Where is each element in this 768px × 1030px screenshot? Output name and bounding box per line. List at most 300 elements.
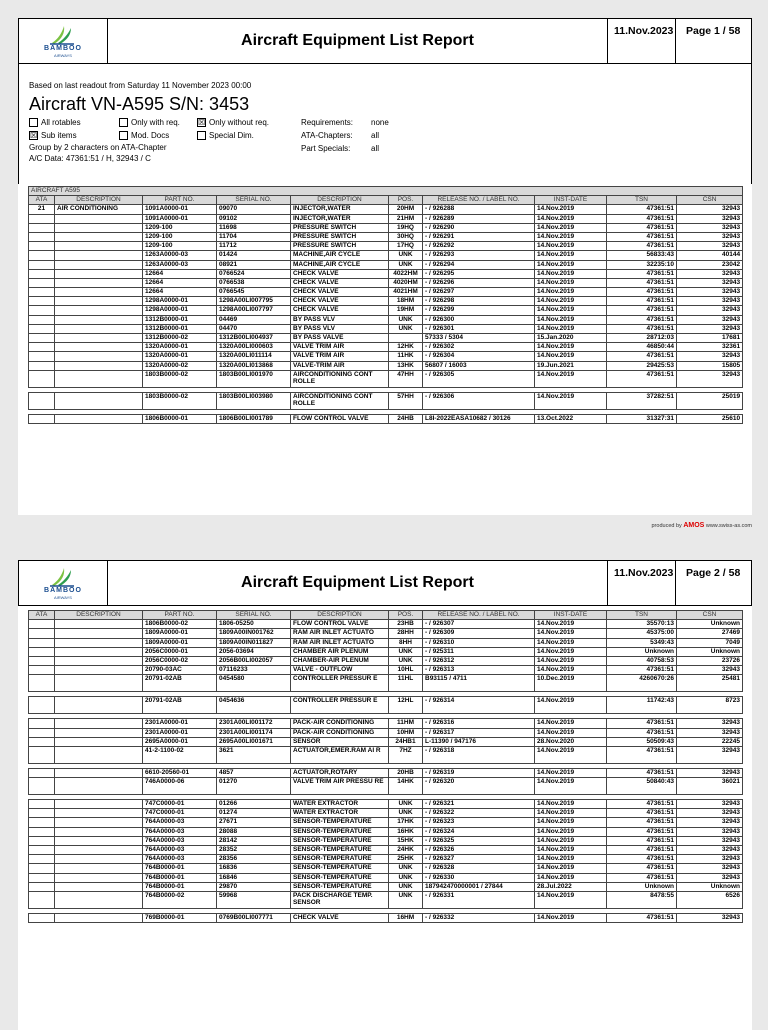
table-cell: CONTROLLER PRESSUR E [291,675,389,692]
table-cell: 32943 [677,719,743,728]
table-cell: - / 926322 [423,809,535,818]
column-header: DESCRIPTION [55,196,143,205]
table-cell [29,827,55,836]
table-cell [29,260,55,269]
ata-chapters-value: all [371,131,380,140]
table-cell [55,620,143,629]
table-cell: - / 926300 [423,315,535,324]
table-cell: - / 926307 [423,620,535,629]
table-cell [29,324,55,333]
table-cell [29,656,55,665]
table-cell: AIR CONDITIONING [55,205,143,214]
table-cell: BY PASS VLV [291,315,389,324]
table-row [29,809,743,818]
table-header-row [29,611,743,620]
table-cell: UNK [389,873,423,882]
table-cell: SENSOR-TEMPERATURE [291,873,389,882]
table-row [29,656,743,665]
table-cell [29,288,55,297]
table-row [29,638,743,647]
table-row [29,855,743,864]
table-cell: UNK [389,891,423,908]
table-cell: UNK [389,315,423,324]
table-cell: 32943 [677,269,743,278]
column-header: CSN [677,196,743,205]
table-row [29,334,743,343]
option-label: Only with req. [131,118,180,127]
table-row [29,251,743,260]
table-cell: - / 926302 [423,343,535,352]
table-cell: 14.Nov.2019 [535,746,607,763]
column-header: INST-DATE [535,196,607,205]
only-with-req-checkbox[interactable] [119,116,197,129]
table-cell: 01274 [217,809,291,818]
table-cell: 14.Nov.2019 [535,232,607,241]
table-cell: 1806B00LI001789 [217,414,291,423]
table-cell: 20790-03AC [143,666,217,675]
table-cell: 32943 [677,768,743,777]
table-cell: 8478:55 [607,891,677,908]
table-cell [55,352,143,361]
table-cell [29,891,55,908]
table-cell: 11HM [389,719,423,728]
table-cell: 32943 [677,666,743,675]
table-cell: 01424 [217,251,291,260]
table-cell: 14.Nov.2019 [535,913,607,922]
checkbox-checked-icon: ☒ [198,118,206,127]
table-cell: - / 926292 [423,242,535,251]
report-page-2 [18,560,752,1030]
table-cell: 32943 [677,913,743,922]
table-cell: 764B0000-01 [143,864,217,873]
table-cell [55,278,143,287]
checkbox-unchecked-icon [119,131,128,140]
table-cell [29,846,55,855]
table-cell: 14.Nov.2019 [535,205,607,214]
table-cell: 11712 [217,242,291,251]
table-cell: 1809A0000-01 [143,629,217,638]
produced-by-footer: produced by AMOS www.swiss-as.com [651,522,752,529]
table-cell: 50509:43 [607,737,677,746]
table-cell: 23HB [389,620,423,629]
table-cell: 47361:51 [607,352,677,361]
table-cell: 14.Nov.2019 [535,800,607,809]
table-cell: 1320A0000-02 [143,361,217,370]
table-cell: Unknown [607,882,677,891]
table-cell: 47361:51 [607,855,677,864]
table-cell: 32943 [677,232,743,241]
table-cell: VALVE TRIM AIR PRESSU RE [291,778,389,795]
column-header: DESCRIPTION [291,611,389,620]
table-cell: 32943 [677,205,743,214]
table-cell: FLOW CONTROL VALVE [291,414,389,423]
sub-items-checkbox[interactable] [29,129,119,142]
aircraft-group-label: AIRCRAFT A595 [29,187,743,196]
table-row [29,778,743,795]
table-row [29,818,743,827]
table-cell: UNK [389,809,423,818]
table-cell: 16846 [217,873,291,882]
column-header: ATA [29,196,55,205]
checkbox-unchecked-icon [119,118,128,127]
table-cell [29,306,55,315]
table-cell: 1803B00LI003980 [217,392,291,409]
column-header: POS. [389,611,423,620]
table-cell: 1809A00IN011827 [217,638,291,647]
table-cell [55,656,143,665]
table-cell: 25481 [677,675,743,692]
table-cell: 1320A00LI011114 [217,352,291,361]
table-cell [55,288,143,297]
table-cell [29,343,55,352]
checkbox-unchecked-icon [29,118,38,127]
table-cell: 47361:51 [607,205,677,214]
table-cell: - / 926312 [423,656,535,665]
table-cell: 28.Nov.2020 [535,737,607,746]
table-cell: UNK [389,656,423,665]
table-cell: - / 926328 [423,864,535,873]
table-cell: 32943 [677,728,743,737]
table-cell [55,324,143,333]
table-cell: 14.Nov.2019 [535,278,607,287]
table-cell [55,361,143,370]
table-cell: 31327:31 [607,414,677,423]
table-cell: 1803B00LI001970 [217,370,291,387]
table-cell: 14.Nov.2019 [535,891,607,908]
table-cell: 50840:43 [607,778,677,795]
table-cell: - / 926291 [423,232,535,241]
table-cell: 1263A0000-03 [143,260,217,269]
table-row [29,306,743,315]
table-cell: 14.Nov.2019 [535,827,607,836]
table-cell: 22245 [677,737,743,746]
column-header: POS. [389,196,423,205]
report-page-1 [18,18,752,529]
table-cell [29,638,55,647]
table-cell: - / 926293 [423,251,535,260]
table-cell: 13.Oct.2022 [535,414,607,423]
all-rotables-checkbox[interactable] [29,116,119,129]
table-cell [29,666,55,675]
table-cell [29,882,55,891]
table-cell: 14.Nov.2019 [535,324,607,333]
table-cell: BY PASS VALVE [291,334,389,343]
table-cell: 04469 [217,315,291,324]
table-cell: 21HM [389,214,423,223]
table-cell: ACTUATOR,EMER.RAM AI R [291,746,389,763]
table-cell: CHECK VALVE [291,288,389,297]
table-cell: 20791-02AB [143,697,217,714]
table-body [29,205,743,424]
table-cell: 12HK [389,343,423,352]
table-cell [55,392,143,409]
table-cell [55,913,143,922]
table-cell [29,728,55,737]
table-cell: UNK [389,800,423,809]
ac-data-line: A/C Data: 47361:51 / H, 32943 / C [29,154,151,163]
table-cell: 14.Nov.2019 [535,768,607,777]
logo-sub-text: AIRWAYS [54,594,72,600]
table-cell: 14.Nov.2019 [535,260,607,269]
option-label: All rotables [41,118,81,127]
table-cell [29,629,55,638]
only-without-req-checkbox[interactable] [197,116,301,129]
special-dim-checkbox[interactable] [197,129,301,142]
table-cell: INJECTOR,WATER [291,214,389,223]
table-cell: 32943 [677,214,743,223]
table-cell: 1298A0000-01 [143,297,217,306]
table-cell: 47361:51 [607,746,677,763]
table-cell: 14.Nov.2019 [535,214,607,223]
table-cell: 45375:00 [607,629,677,638]
table-cell: - / 926326 [423,846,535,855]
table-cell [55,315,143,324]
table-cell: 08921 [217,260,291,269]
table-cell: 32943 [677,836,743,845]
table-cell: 19HQ [389,223,423,232]
table-cell: 12664 [143,288,217,297]
ata-chapters-label: ATA-Chapters: [301,131,353,140]
table-cell: 10HM [389,728,423,737]
table-cell: - / 926299 [423,306,535,315]
table-cell: 1320A0000-01 [143,352,217,361]
table-cell [55,629,143,638]
table-cell: 19HM [389,306,423,315]
table-cell [55,343,143,352]
table-cell: 14.Nov.2019 [535,251,607,260]
table-cell: WATER EXTRACTOR [291,800,389,809]
table-cell: 1312B0000-02 [143,334,217,343]
table-cell: 4021HM [389,288,423,297]
table-row [29,242,743,251]
table-cell: 14.Nov.2019 [535,809,607,818]
table-row [29,352,743,361]
table-cell: 57HH [389,392,423,409]
table-row [29,719,743,728]
table-cell: 764A0000-03 [143,846,217,855]
table-cell: 14.Nov.2019 [535,719,607,728]
table-cell [55,638,143,647]
table-cell: - / 926318 [423,746,535,763]
column-header: DESCRIPTION [55,611,143,620]
table-cell: 0766524 [217,269,291,278]
table-cell: 24HK [389,846,423,855]
table-cell: 56833:43 [607,251,677,260]
column-header: SERIAL NO. [217,196,291,205]
table-cell [55,737,143,746]
table-cell: 32943 [677,306,743,315]
table-cell: 29425:53 [607,361,677,370]
page-number: Page 2 / 58 [675,561,751,605]
table-cell: - / 926330 [423,873,535,882]
logo-brand-text: BAMBOO [44,44,82,52]
table-cell: Unknown [677,647,743,656]
table-cell [29,855,55,864]
table-cell: 47361:51 [607,242,677,251]
table-cell [29,392,55,409]
table-cell: 11698 [217,223,291,232]
table-cell: 32943 [677,288,743,297]
table-cell: 4022HM [389,269,423,278]
table-cell: 28712:03 [607,334,677,343]
table-cell: PACK-AIR CONDITIONING [291,728,389,737]
table-cell: 1263A0000-03 [143,251,217,260]
column-header: PART NO. [143,611,217,620]
table-cell: 1809A0000-01 [143,638,217,647]
table-cell: - / 926290 [423,223,535,232]
table-cell: 35570:13 [607,620,677,629]
table-cell: 18HM [389,297,423,306]
part-specials-label: Part Specials: [301,144,351,153]
table-cell: CHECK VALVE [291,913,389,922]
table-cell: L-11390 / 947176 [423,737,535,746]
table-cell: 17681 [677,334,743,343]
table-cell: L8I-2022EASA10682 / 30126 [423,414,535,423]
table-cell [55,728,143,737]
table-cell: 27671 [217,818,291,827]
table-cell [29,778,55,795]
table-cell: - / 926320 [423,778,535,795]
table-cell [29,370,55,387]
table-cell: - / 925311 [423,647,535,656]
table-cell: 14.Nov.2019 [535,629,607,638]
table-cell [55,746,143,763]
table-cell: 24HB1 [389,737,423,746]
table-cell: 769B0000-01 [143,913,217,922]
table-cell: 1806B0000-02 [143,620,217,629]
table-cell: 764B0000-02 [143,891,217,908]
page-number: Page 1 / 58 [675,19,751,63]
equipment-table [28,610,743,923]
table-cell [29,414,55,423]
table-cell: 14.Nov.2019 [535,620,607,629]
table-cell: 764A0000-03 [143,827,217,836]
table-cell: 32943 [677,242,743,251]
table-cell: 47361:51 [607,873,677,882]
table-cell: 27469 [677,629,743,638]
table-cell: 14.Nov.2019 [535,223,607,232]
table-cell: CHECK VALVE [291,306,389,315]
table-cell [29,297,55,306]
table-cell: SENSOR-TEMPERATURE [291,818,389,827]
table-cell: 47361:51 [607,846,677,855]
table-cell: 14.Nov.2019 [535,864,607,873]
table-cell: 32943 [677,223,743,232]
table-cell: 1803B0000-02 [143,370,217,387]
column-header: PART NO. [143,196,217,205]
table-cell: 17HQ [389,242,423,251]
table-cell [55,260,143,269]
table-cell: - / 926304 [423,352,535,361]
table-row [29,232,743,241]
table-cell: 8HH [389,638,423,647]
table-cell: SENSOR-TEMPERATURE [291,836,389,845]
table-cell [55,809,143,818]
table-row [29,746,743,763]
table-cell [55,297,143,306]
table-cell: 25HK [389,855,423,864]
table-row [29,392,743,409]
table-cell: 4020HM [389,278,423,287]
table-cell: 28142 [217,836,291,845]
table-cell: - / 926294 [423,260,535,269]
table-cell [55,827,143,836]
table-cell [29,647,55,656]
table-cell: 40758:53 [607,656,677,665]
table-cell: RAM AIR INLET ACTUATO [291,638,389,647]
table-cell: 32943 [677,370,743,387]
table-cell: 32943 [677,827,743,836]
table-cell: 7049 [677,638,743,647]
table-cell: 1312B0000-01 [143,315,217,324]
table-row [29,882,743,891]
table-cell: 14.Nov.2019 [535,352,607,361]
checkbox-unchecked-icon [197,131,206,140]
table-row [29,620,743,629]
report-parameters [18,64,752,184]
table-cell [55,214,143,223]
table-cell: SENSOR-TEMPERATURE [291,855,389,864]
table-cell: 14.Nov.2019 [535,836,607,845]
table-cell [55,232,143,241]
table-cell [29,913,55,922]
table-cell: 764A0000-03 [143,818,217,827]
table-cell: 47361:51 [607,666,677,675]
table-row [29,361,743,370]
table-cell [29,768,55,777]
column-header: DESCRIPTION [291,196,389,205]
table-cell: SENSOR-TEMPERATURE [291,846,389,855]
table-cell: 1320A00LI000603 [217,343,291,352]
equipment-table [28,186,743,424]
table-cell: 11HK [389,352,423,361]
bamboo-leaf-icon [48,25,78,45]
table-row [29,800,743,809]
table-cell: 0769B00LI007771 [217,913,291,922]
table-cell [55,818,143,827]
table-cell: 746A0000-06 [143,778,217,795]
table-cell [55,370,143,387]
table-cell: 747C0000-01 [143,800,217,809]
table-cell: - / 926321 [423,800,535,809]
table-cell [29,818,55,827]
table-row [29,913,743,922]
table-row [29,205,743,214]
column-header: CSN [677,611,743,620]
table-cell: 47361:51 [607,800,677,809]
table-cell: UNK [389,260,423,269]
table-cell: 764A0000-03 [143,855,217,864]
report-date: 11.Nov.2023 [607,19,675,63]
logo-sub-text: AIRWAYS [54,52,72,58]
table-cell: 14.Nov.2019 [535,656,607,665]
table-cell: UNK [389,251,423,260]
table-cell: 32943 [677,873,743,882]
option-label: Mod. Docs [131,131,170,140]
table-cell [55,855,143,864]
table-cell [55,223,143,232]
table-cell: CHAMBER-AIR PLENUM [291,656,389,665]
table-cell: 14.Nov.2019 [535,297,607,306]
table-cell: 5349:43 [607,638,677,647]
table-cell: 47361:51 [607,223,677,232]
table-cell: 14.Nov.2019 [535,855,607,864]
table-cell: - / 926314 [423,697,535,714]
mod-docs-checkbox[interactable] [119,129,197,142]
checkbox-checked-icon: ☒ [30,131,38,140]
table-cell: 46850:44 [607,343,677,352]
table-cell: 1209-100 [143,242,217,251]
